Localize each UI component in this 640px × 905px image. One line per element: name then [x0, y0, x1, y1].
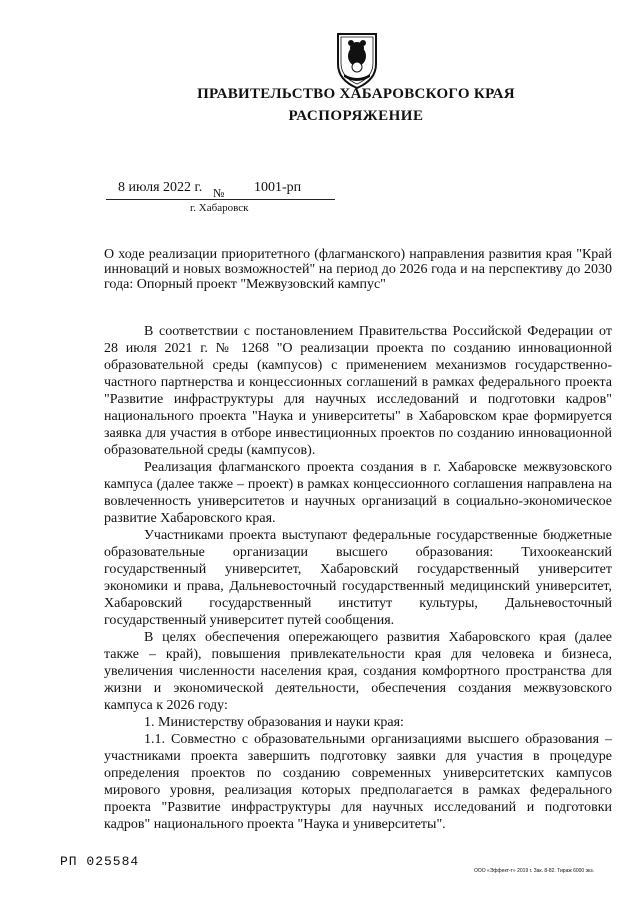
paragraph: 1. Министерству образования и науки края:: [144, 715, 404, 730]
number-label: №: [213, 186, 225, 200]
paragraph: В целях обеспечения опережающего развития Хабаровского края (далее также – край), повышения привлекательности края для человека и бизнеса, увеличения численности населения края, создания комфортного пространства для жизни и экономической деятельности, обеспечения создания межвузовского кампуса к 2026 году:: [104, 630, 612, 713]
coat-of-arms-icon: [332, 30, 382, 92]
document-date: 8 июля 2022 г.: [118, 180, 203, 195]
date-underline: [106, 199, 335, 200]
document-body: [104, 323, 612, 833]
document-number: 1001-рп: [254, 180, 302, 195]
paragraph: 1.1. Совместно с образовательными организациями высшего образования – участниками проекта завершить подготовку заявки для участия в процедуре определения проектов по созданию современных университетских кампусов мирового уровня, реализация которых предполагается в рамках федерального проекта "Развитие инфраструктуры для научных исследований и подготовки кадров" национального проекта "Наука и университеты".: [104, 732, 612, 832]
document-type: РАСПОРЯЖЕНИЕ: [288, 108, 424, 124]
document-city: г. Хабаровск: [190, 202, 249, 214]
document-subject: О ходе реализации приоритетного (флагманского) направления развития края "Край инноваций и новых возможностей" на период до 2026 года и на перспективу до 2030 года: Опорный проект "Межвузовский кампус": [104, 247, 612, 292]
print-imprint: ООО «Эффект-т» 2019 г. Зак. 8-82. Тираж 6000 экз.: [474, 868, 595, 874]
government-title: ПРАВИТЕЛЬСТВО ХАБАРОВСКОГО КРАЯ: [197, 86, 515, 102]
form-serial-number: РП 025584: [60, 854, 140, 869]
paragraph: Участниками проекта выступают федеральные государственные бюджетные образовательные организации высшего образования: Тихоокеанский государственный университет, Хабаровский государственный университет экономики и права, Дальневосточный государственный медицинский университет, Хабаровский государственный институт культуры, Дальневосточный государственный университет путей сообщения.: [104, 528, 612, 628]
paragraph: Реализация флагманского проекта создания в г. Хабаровске межвузовского кампуса (далее также – проект) в рамках концессионного соглашения направлена на вовлеченность университетов и научных организаций в социально-экономическое развитие Хабаровского края.: [104, 460, 612, 526]
paragraph: В соответствии с постановлением Правительства Российской Федерации от 28 июля 2021 г. № 1268 "О реализации проекта по созданию инновационной образовательной среды (кампусов) с применением механизмов государственно-частного партнерства и концессионных соглашений в рамках федерального проекта "Развитие инфраструктуры для научных исследований и подготовки кадров" национального проекта "Наука и университеты" в Хабаровском крае формируется заявка для участия в отборе инвестиционных проектов по созданию инновационной образовательной среды (кампусов).: [104, 324, 612, 458]
